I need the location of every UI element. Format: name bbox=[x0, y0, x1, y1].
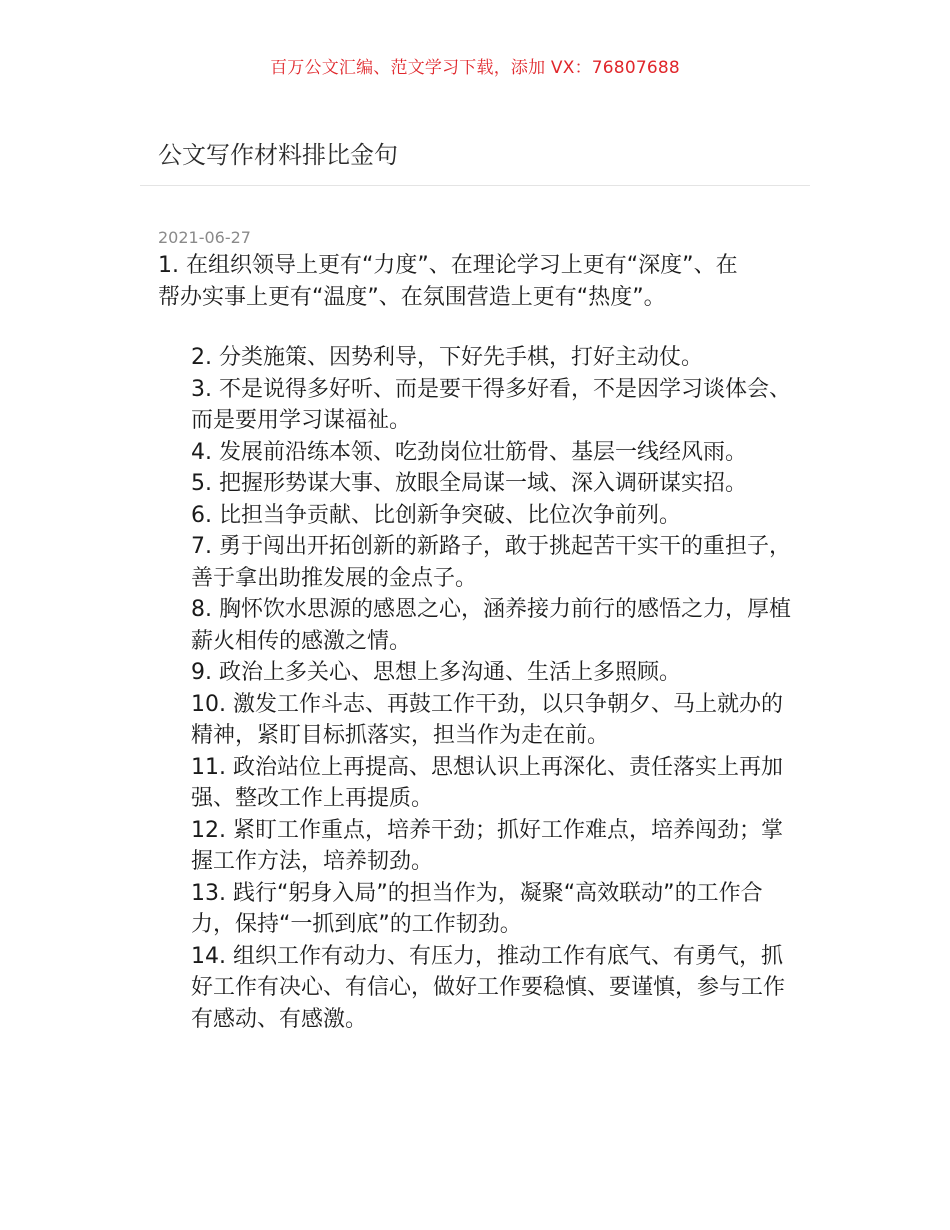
list-item: 8. 胸怀饮水思源的感恩之心，涵养接力前行的感悟之力，厚植薪火相传的感激之情。 bbox=[191, 597, 791, 654]
list-item: 3. 不是说得多好听、而是要干得多好看，不是因学习谈体会、而是要用学习谋福祉。 bbox=[191, 376, 791, 433]
list-item: 4. 发展前沿练本领、吃劲岗位壮筋骨、基层一线经风雨。 bbox=[191, 439, 747, 465]
list-item: 14. 组织工作有动力、有压力，推动工作有底气、有勇气，抓好工作有决心、有信心，做好工作要稳慎、要谨慎，参与工作有感动、有感激。 bbox=[191, 943, 786, 1032]
list-item: 10. 激发工作斗志、再鼓工作干劲，以只争朝夕、马上就办的精神，紧盯目标抓落实，担当作为走在前。 bbox=[191, 691, 783, 748]
list-item: 7. 勇于闯出开拓创新的新路子，敢于挑起苦干实干的重担子，善于拿出助推发展的金点子。 bbox=[191, 534, 791, 591]
list-item: 2. 分类施策、因势利导，下好先手棋，打好主动仗。 bbox=[191, 345, 703, 370]
list-item-1: 1. 在组织领导上更有“力度”、在理论学习上更有“深度”、在帮办实事上更有“温度”、在氛围营造上更有“热度”。 bbox=[158, 253, 738, 310]
sentence-list bbox=[191, 342, 796, 1035]
list-item: 6. 比担当争贡献、比创新争突破、比位次争前列。 bbox=[191, 502, 681, 528]
list-item: 9. 政治上多关心、思想上多沟通、生活上多照顾。 bbox=[191, 660, 681, 685]
title-divider bbox=[140, 185, 810, 186]
page-title: 公文写作材料排比金句 bbox=[158, 141, 398, 169]
list-item: 13. 践行“躬身入局”的担当作为，凝聚“高效联动”的工作合力，保持“一抓到底”的工作韧劲。 bbox=[191, 880, 763, 937]
list-item: 12. 紧盯工作重点，培养干劲；抓好工作难点，培养闯劲；掌握工作方法，培养韧劲。 bbox=[191, 817, 783, 874]
list-item: 5. 把握形势谋大事、放眼全局谋一域、深入调研谋实招。 bbox=[191, 471, 747, 496]
watermark-banner: 百万公文汇编、范文学习下载，添加 VX：76807688 bbox=[270, 58, 680, 78]
list-item: 11. 政治站位上再提高、思想认识上再深化、责任落实上再加强、整改工作上再提质。 bbox=[191, 754, 783, 811]
publish-date: 2021-06-27 bbox=[158, 228, 251, 247]
